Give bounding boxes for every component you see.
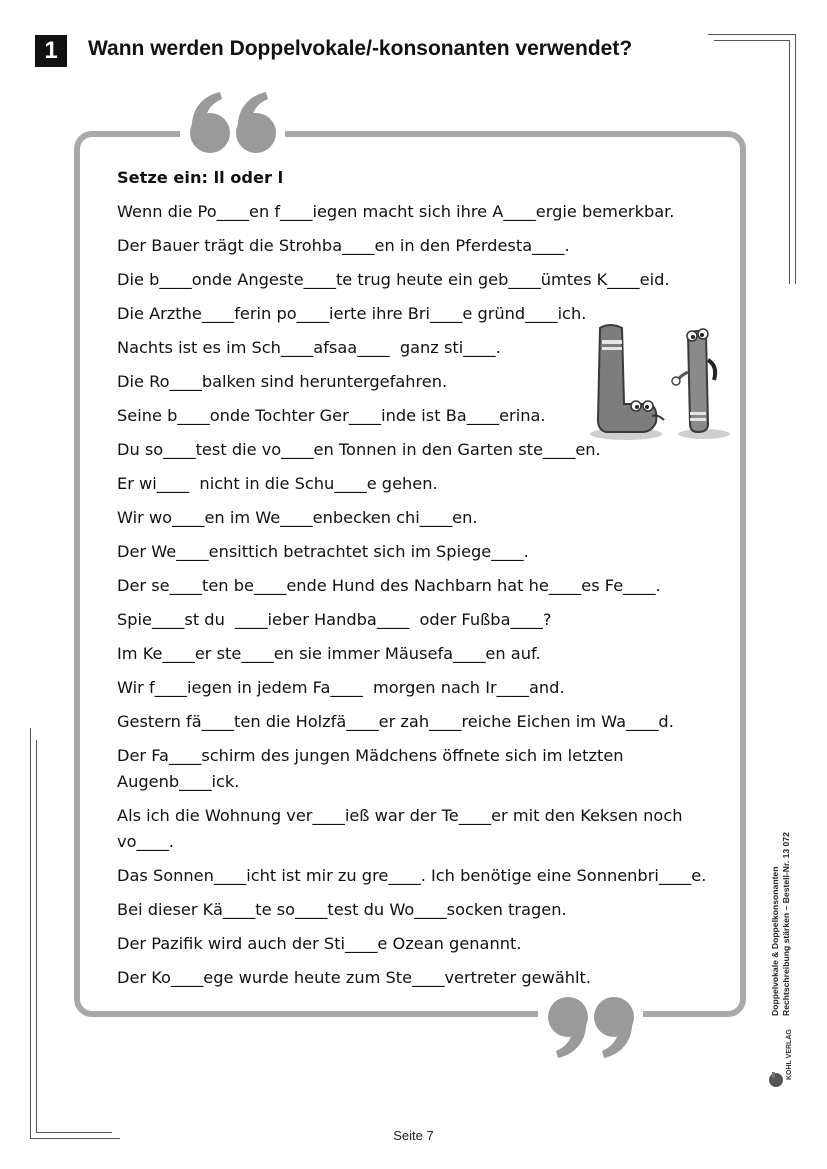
exercise-instruction: Setze ein: ll oder l <box>117 168 284 187</box>
exercise-sentence: Bei dieser Kä____te so____test du Wo____socken tragen. <box>117 900 567 919</box>
corner-rule-top-h2 <box>714 40 790 41</box>
exercise-sentence: Wir f____iegen in jedem Fa____ morgen nach Ir____and. <box>117 678 565 697</box>
exercise-sentence: Seine b____onde Tochter Ger____inde ist Ba____erina. <box>117 406 546 425</box>
side-credit <box>770 786 804 1016</box>
exercise-sentence: Als ich die Wohnung ver____ieß war der Te____er mit den Keksen noch vo____. <box>117 806 688 851</box>
quote-close-icon <box>538 992 643 1062</box>
exercise-sentence: Du so____test die vo____en Tonnen in den Garten ste____en. <box>117 440 601 459</box>
corner-rule-top-v2 <box>789 40 790 284</box>
publisher-name: KOHL VERLAG <box>786 1029 793 1080</box>
publisher-logo <box>768 1022 798 1092</box>
exercise-sentence: Der se____ten be____ende Hund des Nachbarn hat he____es Fe____. <box>117 576 661 595</box>
exercise-sentence: Die Ro____balken sind heruntergefahren. <box>117 372 448 391</box>
exercise-number-badge: 1 <box>35 35 67 67</box>
exercise-sentence: Der We____ensittich betrachtet sich im Spiege____. <box>117 542 529 561</box>
exercise-sentence: Der Fa____schirm des jungen Mädchens öffnete sich im letzten Augenb____ick. <box>117 746 629 791</box>
exercise-sentence: Der Ko____ege wurde heute zum Ste____vertreter gewählt. <box>117 968 592 987</box>
corner-rule-top-v <box>795 34 796 284</box>
exercise-sentence: Das Sonnen____icht ist mir zu gre____. Ich benötige eine Sonnenbri____e. <box>117 866 707 885</box>
letter-l-characters-illustration <box>586 320 736 445</box>
exercise-sentence: Die Arzthe____ferin po____ierte ihre Bri____e gründ____ich. <box>117 304 587 323</box>
corner-rule-bottom-v <box>30 728 31 1138</box>
exercise-sentence: Gestern fä____ten die Holzfä____er zah____reiche Eichen im Wa____d. <box>117 712 674 731</box>
exercise-sentence: Wenn die Po____en f____iegen macht sich ihre A____ergie bemerkbar. <box>117 202 675 221</box>
exercise-sentence: Nachts ist es im Sch____afsaa____ ganz sti____. <box>117 338 501 357</box>
corner-rule-top-h <box>708 34 796 35</box>
corner-rule-bottom-v2 <box>36 740 37 1132</box>
page-title: Wann werden Doppelvokale/-konsonanten verwendet? <box>88 37 633 60</box>
page-number: Seite 7 <box>393 1128 434 1143</box>
exercise-sentence: Wir wo____en im We____enbecken chi____en. <box>117 508 478 527</box>
exercise-sentence: Spie____st du ____ieber Handba____ oder Fußba____? <box>117 610 552 629</box>
exercise-sentence: Er wi____ nicht in die Schu____e gehen. <box>117 474 438 493</box>
exercise-sentence: Der Bauer trägt die Strohba____en in den Pferdesta____. <box>117 236 570 255</box>
exercise-sentence: Die b____onde Angeste____te trug heute ein geb____ümtes K____eid. <box>117 270 670 289</box>
exercise-sentence: Im Ke____er ste____en sie immer Mäusefa____en auf. <box>117 644 541 663</box>
quote-open-icon <box>180 88 285 158</box>
exercise-content <box>117 167 707 999</box>
side-credit-line2: Rechtschreibung stärken – Bestell-Nr. 13 072 <box>781 832 791 1016</box>
side-credit-line1: Doppelvokale & Doppelkonsonanten <box>770 866 780 1016</box>
exercise-sentence: Der Pazifik wird auch der Sti____e Ozean genannt. <box>117 934 522 953</box>
